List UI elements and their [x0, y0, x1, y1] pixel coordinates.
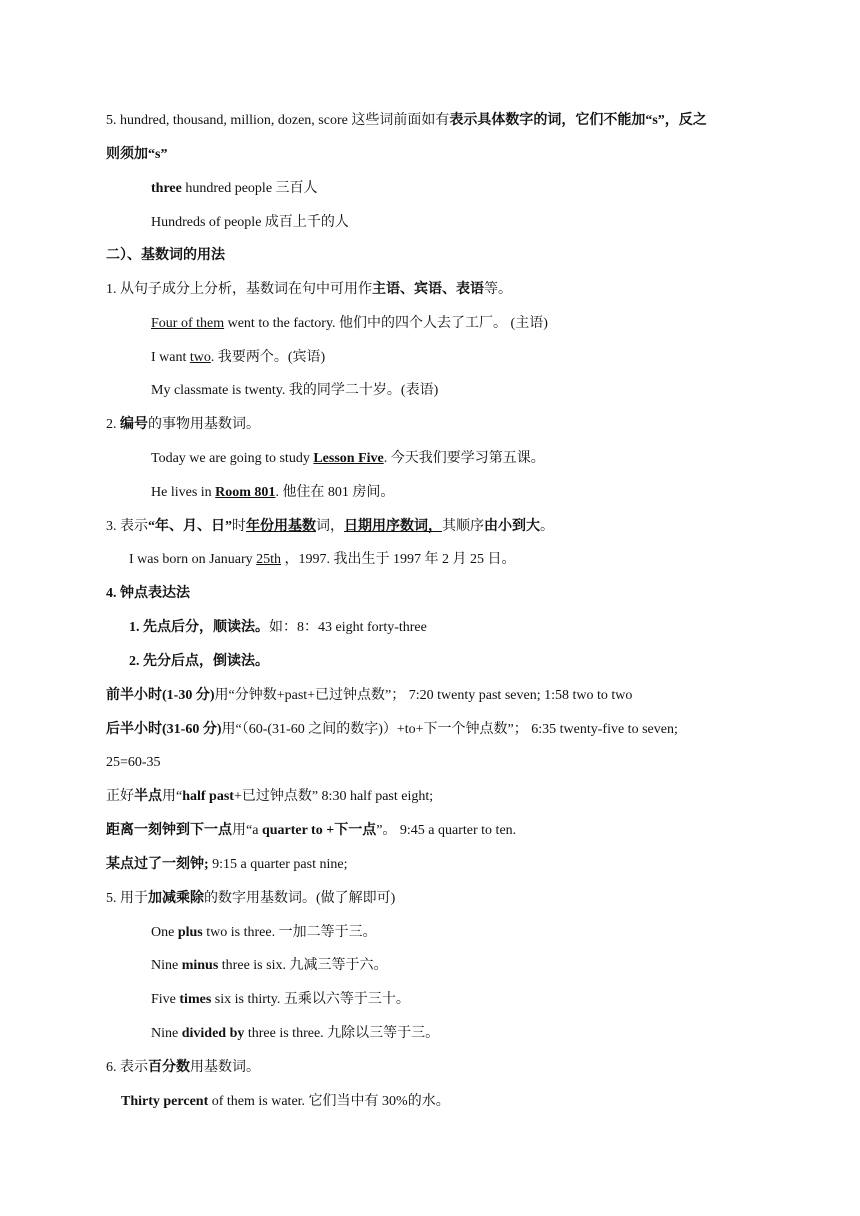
text-segment: One — [151, 925, 178, 940]
time-rule-half-past — [106, 787, 764, 807]
text-segment: Nine — [151, 1026, 182, 1041]
text-segment: 9:15 a quarter past nine; — [208, 857, 348, 872]
text-segment: 用“ — [162, 789, 183, 804]
text-segment: 4. 钟点表达法 — [106, 586, 190, 601]
text-segment: two — [189, 350, 211, 365]
text-segment: 25th — [256, 552, 282, 567]
text-segment: Lesson Five — [313, 451, 384, 466]
text-segment: 由小到大 — [484, 519, 540, 534]
text-segment: I was born on January — [129, 552, 257, 567]
text-segment: went to the factory. 他们中的四个人去了工厂。 (主语) — [224, 316, 548, 331]
time-rule-quarter-past — [106, 855, 764, 875]
text-segment: Room 801 — [215, 485, 276, 500]
text-segment: 加减乘除 — [148, 891, 204, 906]
example-line — [151, 213, 764, 233]
text-segment: My classmate is twenty. 我的同学二十岁。(表语) — [151, 383, 439, 398]
example-line — [151, 179, 764, 199]
text-segment: 3. 表示 — [106, 519, 148, 534]
text-segment: 6. 表示 — [106, 1060, 148, 1075]
text-segment: Five — [151, 992, 180, 1007]
rule-1 — [106, 280, 764, 300]
text-segment: . 我要两个。(宾语) — [210, 350, 326, 365]
rule-5 — [106, 889, 764, 909]
example-line — [151, 990, 764, 1010]
text-segment: 年份用基数 — [246, 519, 316, 534]
text-segment: 表示具体数字的词，它们不能加“s”，反之 — [449, 113, 707, 128]
text-segment: of them is water. 它们当中有 30%的水。 — [208, 1094, 450, 1109]
text-segment: +已过钟点数” 8:30 half past eight; — [233, 789, 434, 804]
text-segment: 后半小时(31-60 分) — [106, 722, 222, 737]
text-segment: three — [151, 181, 182, 196]
text-segment: 某点过了一刻钟; — [106, 857, 209, 872]
text-segment: 的事物用基数词。 — [148, 417, 260, 432]
text-segment: . 今天我们要学习第五课。 — [383, 451, 545, 466]
text-segment: 距离一刻钟到下一点 — [106, 823, 232, 838]
text-segment: ，1997. 我出生于 1997 年 2 月 25 日。 — [281, 552, 516, 567]
text-segment: 2. 先分后点，倒读法。 — [129, 654, 269, 669]
text-segment: Thirty percent — [121, 1094, 209, 1109]
section-heading — [106, 246, 764, 266]
time-rule-quarter-to — [106, 821, 764, 841]
example-line — [151, 956, 764, 976]
text-segment: 用“（60-(31-60 之间的数字)）+to+下一个钟点数”； 6:35 twenty-five to seven; — [221, 722, 678, 737]
time-rule-second-half — [106, 720, 764, 740]
text-segment: 5. 用于 — [106, 891, 148, 906]
text-segment: quarter to +下一点 — [261, 823, 377, 838]
text-segment: . 他住在 801 房间。 — [275, 485, 395, 500]
text-segment: three is three. 九除以三等于三。 — [244, 1026, 440, 1041]
example-line — [151, 923, 764, 943]
text-segment: 主语、宾语、表语 — [372, 282, 484, 297]
text-segment: divided by — [181, 1026, 245, 1041]
rule-3 — [106, 517, 764, 537]
text-segment: 百分数 — [148, 1060, 190, 1075]
text-segment: 25=60-35 — [106, 755, 161, 770]
text-segment: times — [179, 992, 212, 1007]
text-segment: 时 — [232, 519, 246, 534]
text-segment: hundred people 三百人 — [181, 181, 318, 196]
text-segment: Hundreds of people 成百上千的人 — [151, 215, 349, 230]
text-segment: 正好 — [106, 789, 134, 804]
example-line — [151, 381, 764, 401]
text-segment: 5. hundred, thousand, million, dozen, score 这些词前面如有 — [106, 113, 450, 128]
text-segment: 二）、基数词的用法 — [106, 248, 225, 263]
text-segment: 的数字用基数词。(做了解即可) — [204, 891, 396, 906]
text-segment: “年、月、日” — [148, 519, 232, 534]
time-rule-second-half-cont — [106, 753, 764, 773]
time-rule-first-half — [106, 686, 764, 706]
sub-rule-2 — [129, 652, 764, 672]
text-segment: plus — [177, 925, 203, 940]
text-segment: ”。 9:45 a quarter to ten. — [376, 823, 517, 838]
text-segment: 2. — [106, 417, 120, 432]
text-segment: six is thirty. 五乘以六等于三十。 — [211, 992, 410, 1007]
text-segment: half past — [182, 789, 234, 804]
text-segment: 用“a — [232, 823, 262, 838]
rule-6 — [106, 1058, 764, 1078]
text-segment: two is three. 一加二等于三。 — [202, 925, 377, 940]
example-line — [151, 314, 764, 334]
text-segment: 用“分钟数+past+已过钟点数”； 7:20 twenty past seven; 1:58 two to two — [214, 688, 633, 703]
line-rule-5 — [106, 111, 764, 131]
sub-rule-1 — [129, 618, 764, 638]
rule-4 — [106, 584, 764, 604]
text-segment: 半点 — [134, 789, 162, 804]
text-segment: Four of them — [151, 316, 225, 331]
text-segment: 前半小时(1-30 分) — [106, 688, 215, 703]
text-segment: Nine — [151, 958, 182, 973]
example-line — [151, 348, 764, 368]
text-segment: He lives in — [151, 485, 216, 500]
text-segment: 如：8：43 eight forty-three — [269, 620, 427, 635]
text-segment: 词， — [316, 519, 344, 534]
text-segment: 则须加“s” — [106, 147, 168, 162]
example-line — [151, 483, 764, 503]
text-segment: 用基数词。 — [190, 1060, 260, 1075]
text-segment: 编号 — [120, 417, 148, 432]
text-segment: 等。 — [484, 282, 512, 297]
line-rule-5-cont — [106, 145, 764, 165]
text-segment: 日期用序数词， — [344, 519, 442, 534]
text-segment: I want — [151, 350, 190, 365]
text-segment: three is six. 九减三等于六。 — [218, 958, 388, 973]
example-line — [151, 449, 764, 469]
text-segment: minus — [181, 958, 219, 973]
example-line — [151, 1024, 764, 1044]
rule-2 — [106, 415, 764, 435]
text-segment: Today we are going to study — [151, 451, 314, 466]
text-segment: 。 — [540, 519, 554, 534]
example-line — [129, 550, 764, 570]
text-segment: 1. 先点后分，顺读法。 — [129, 620, 269, 635]
example-line — [121, 1092, 764, 1112]
text-segment: 其顺序 — [442, 519, 484, 534]
text-segment: 1. 从句子成分上分析，基数词在句中可用作 — [106, 282, 372, 297]
